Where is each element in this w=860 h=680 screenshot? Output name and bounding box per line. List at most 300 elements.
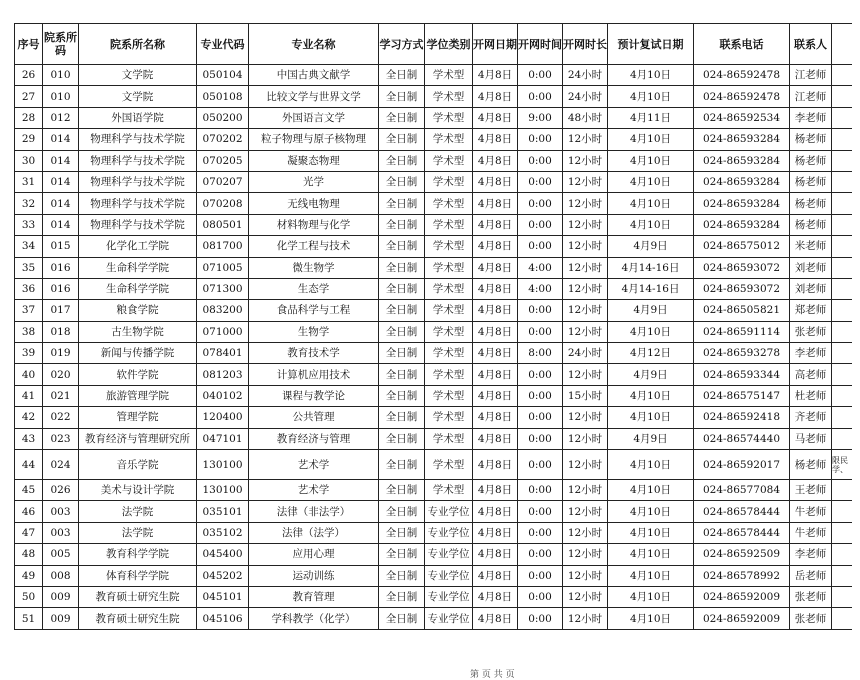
cell-dept-code: 026 xyxy=(43,480,79,501)
cell-major-code: 070202 xyxy=(197,129,249,150)
table-row xyxy=(15,608,852,629)
cell-dept-name: 软件学院 xyxy=(79,364,197,385)
cell-major-code: 070205 xyxy=(197,150,249,171)
cell-phone: 024-86593072 xyxy=(694,278,790,299)
cell-open-time: 0:00 xyxy=(518,450,563,480)
col-header-study-mode: 学习方式 xyxy=(379,24,425,65)
cell-open-date: 4月8日 xyxy=(473,364,518,385)
table-row xyxy=(15,65,852,86)
cell-index: 51 xyxy=(15,608,43,629)
cell-dept-name: 管理学院 xyxy=(79,407,197,428)
cell-dept-name: 物理科学与技术学院 xyxy=(79,193,197,214)
cell-open-date: 4月8日 xyxy=(473,407,518,428)
cell-study-mode: 全日制 xyxy=(379,480,425,501)
col-header-phone: 联系电话 xyxy=(694,24,790,65)
cell-notes xyxy=(832,86,852,107)
cell-study-mode: 全日制 xyxy=(379,586,425,607)
cell-notes xyxy=(832,501,852,522)
cell-major-code: 047101 xyxy=(197,428,249,449)
cell-notes xyxy=(832,300,852,321)
cell-retest-date: 4月10日 xyxy=(608,501,694,522)
cell-dept-name: 体育科学学院 xyxy=(79,565,197,586)
cell-dept-name: 教育硕士研究生院 xyxy=(79,586,197,607)
cell-contact: 张老师 xyxy=(790,608,832,629)
cell-open-date: 4月8日 xyxy=(473,321,518,342)
cell-contact: 刘老师 xyxy=(790,278,832,299)
cell-contact: 马老师 xyxy=(790,428,832,449)
cell-notes xyxy=(832,428,852,449)
cell-notes xyxy=(832,364,852,385)
cell-major-name: 生态学 xyxy=(249,278,379,299)
cell-major-code: 040102 xyxy=(197,385,249,406)
cell-index: 28 xyxy=(15,107,43,128)
cell-degree-type: 学术型 xyxy=(425,300,473,321)
cell-index: 48 xyxy=(15,544,43,565)
cell-dept-code: 009 xyxy=(43,608,79,629)
cell-phone: 024-86592478 xyxy=(694,65,790,86)
cell-dept-code: 022 xyxy=(43,407,79,428)
cell-retest-date: 4月10日 xyxy=(608,450,694,480)
cell-open-duration: 12小时 xyxy=(563,193,608,214)
cell-open-date: 4月8日 xyxy=(473,480,518,501)
cell-open-time: 0:00 xyxy=(518,522,563,543)
cell-notes xyxy=(832,321,852,342)
cell-dept-name: 法学院 xyxy=(79,501,197,522)
cell-index: 29 xyxy=(15,129,43,150)
cell-open-date: 4月8日 xyxy=(473,300,518,321)
cell-major-code: 035102 xyxy=(197,522,249,543)
cell-major-code: 071005 xyxy=(197,257,249,278)
cell-study-mode: 全日制 xyxy=(379,407,425,428)
cell-major-name: 化学工程与技术 xyxy=(249,236,379,257)
cell-dept-name: 生命科学学院 xyxy=(79,257,197,278)
cell-major-name: 艺术学 xyxy=(249,450,379,480)
cell-open-duration: 12小时 xyxy=(563,608,608,629)
cell-dept-name: 粮食学院 xyxy=(79,300,197,321)
cell-dept-name: 新闻与传播学院 xyxy=(79,343,197,364)
cell-dept-code: 003 xyxy=(43,501,79,522)
cell-open-date: 4月8日 xyxy=(473,501,518,522)
cell-open-duration: 12小时 xyxy=(563,428,608,449)
col-header-dept-name: 院系所名称 xyxy=(79,24,197,65)
cell-open-date: 4月8日 xyxy=(473,565,518,586)
cell-open-time: 0:00 xyxy=(518,608,563,629)
cell-notes xyxy=(832,171,852,192)
cell-major-name: 光学 xyxy=(249,171,379,192)
cell-dept-name: 法学院 xyxy=(79,522,197,543)
cell-degree-type: 专业学位 xyxy=(425,586,473,607)
cell-dept-name: 物理科学与技术学院 xyxy=(79,150,197,171)
cell-dept-name: 美术与设计学院 xyxy=(79,480,197,501)
cell-phone: 024-86592534 xyxy=(694,107,790,128)
cell-notes: 限民 学、 xyxy=(832,450,852,480)
cell-index: 45 xyxy=(15,480,43,501)
cell-index: 43 xyxy=(15,428,43,449)
cell-contact: 江老师 xyxy=(790,86,832,107)
cell-open-duration: 48小时 xyxy=(563,107,608,128)
cell-open-duration: 12小时 xyxy=(563,300,608,321)
cell-dept-code: 017 xyxy=(43,300,79,321)
cell-retest-date: 4月10日 xyxy=(608,171,694,192)
cell-notes xyxy=(832,278,852,299)
cell-open-date: 4月8日 xyxy=(473,450,518,480)
cell-dept-name: 外国语学院 xyxy=(79,107,197,128)
cell-open-duration: 15小时 xyxy=(563,385,608,406)
cell-dept-code: 016 xyxy=(43,257,79,278)
cell-study-mode: 全日制 xyxy=(379,450,425,480)
cell-contact: 杨老师 xyxy=(790,450,832,480)
cell-study-mode: 全日制 xyxy=(379,565,425,586)
cell-retest-date: 4月10日 xyxy=(608,129,694,150)
cell-open-date: 4月8日 xyxy=(473,544,518,565)
cell-open-date: 4月8日 xyxy=(473,214,518,235)
cell-study-mode: 全日制 xyxy=(379,385,425,406)
cell-major-name: 材料物理与化学 xyxy=(249,214,379,235)
cell-open-time: 0:00 xyxy=(518,544,563,565)
cell-dept-name: 物理科学与技术学院 xyxy=(79,214,197,235)
cell-major-name: 比较文学与世界文学 xyxy=(249,86,379,107)
cell-major-name: 中国古典文献学 xyxy=(249,65,379,86)
cell-open-time: 0:00 xyxy=(518,364,563,385)
cell-phone: 024-86593344 xyxy=(694,364,790,385)
cell-dept-name: 教育科学学院 xyxy=(79,544,197,565)
cell-index: 49 xyxy=(15,565,43,586)
cell-index: 38 xyxy=(15,321,43,342)
cell-open-time: 0:00 xyxy=(518,385,563,406)
table-row xyxy=(15,236,852,257)
cell-major-name: 公共管理 xyxy=(249,407,379,428)
cell-dept-code: 014 xyxy=(43,150,79,171)
cell-contact: 杨老师 xyxy=(790,193,832,214)
cell-dept-code: 005 xyxy=(43,544,79,565)
cell-retest-date: 4月9日 xyxy=(608,364,694,385)
cell-open-date: 4月8日 xyxy=(473,385,518,406)
cell-notes xyxy=(832,343,852,364)
cell-degree-type: 学术型 xyxy=(425,343,473,364)
cell-phone: 024-86593278 xyxy=(694,343,790,364)
cell-major-code: 045400 xyxy=(197,544,249,565)
col-header-index: 序号 xyxy=(15,24,43,65)
table-row xyxy=(15,278,852,299)
cell-dept-name: 教育经济与管理研究所 xyxy=(79,428,197,449)
table-row xyxy=(15,428,852,449)
cell-notes xyxy=(832,407,852,428)
cell-open-time: 8:00 xyxy=(518,343,563,364)
cell-open-duration: 12小时 xyxy=(563,214,608,235)
cell-notes xyxy=(832,107,852,128)
cell-notes xyxy=(832,586,852,607)
col-header-notes xyxy=(832,24,852,65)
cell-dept-name: 生命科学学院 xyxy=(79,278,197,299)
cell-major-code: 071000 xyxy=(197,321,249,342)
cell-notes xyxy=(832,565,852,586)
table-row xyxy=(15,586,852,607)
cell-study-mode: 全日制 xyxy=(379,150,425,171)
cell-open-date: 4月8日 xyxy=(473,522,518,543)
cell-major-name: 艺术学 xyxy=(249,480,379,501)
cell-open-time: 4:00 xyxy=(518,257,563,278)
cell-dept-name: 化学化工学院 xyxy=(79,236,197,257)
cell-dept-code: 024 xyxy=(43,450,79,480)
cell-open-date: 4月8日 xyxy=(473,107,518,128)
cell-notes xyxy=(832,236,852,257)
cell-contact: 高老师 xyxy=(790,364,832,385)
cell-major-name: 应用心理 xyxy=(249,544,379,565)
cell-phone: 024-86593284 xyxy=(694,150,790,171)
cell-contact: 岳老师 xyxy=(790,565,832,586)
cell-major-code: 045202 xyxy=(197,565,249,586)
cell-index: 26 xyxy=(15,65,43,86)
cell-open-date: 4月8日 xyxy=(473,236,518,257)
cell-notes xyxy=(832,257,852,278)
cell-degree-type: 学术型 xyxy=(425,171,473,192)
cell-degree-type: 专业学位 xyxy=(425,544,473,565)
cell-study-mode: 全日制 xyxy=(379,544,425,565)
cell-major-name: 教育技术学 xyxy=(249,343,379,364)
cell-phone: 024-86593284 xyxy=(694,193,790,214)
header-row xyxy=(15,24,852,65)
cell-retest-date: 4月9日 xyxy=(608,300,694,321)
cell-contact: 杜老师 xyxy=(790,385,832,406)
cell-notes xyxy=(832,544,852,565)
table-row xyxy=(15,364,852,385)
cell-retest-date: 4月10日 xyxy=(608,565,694,586)
cell-open-time: 0:00 xyxy=(518,480,563,501)
cell-open-duration: 12小时 xyxy=(563,171,608,192)
cell-index: 31 xyxy=(15,171,43,192)
cell-contact: 江老师 xyxy=(790,65,832,86)
cell-study-mode: 全日制 xyxy=(379,107,425,128)
cell-open-duration: 12小时 xyxy=(563,257,608,278)
cell-major-code: 050104 xyxy=(197,65,249,86)
cell-contact: 牛老师 xyxy=(790,522,832,543)
cell-index: 32 xyxy=(15,193,43,214)
cell-open-duration: 12小时 xyxy=(563,236,608,257)
cell-study-mode: 全日制 xyxy=(379,214,425,235)
cell-major-code: 045101 xyxy=(197,586,249,607)
cell-major-name: 微生物学 xyxy=(249,257,379,278)
cell-open-time: 0:00 xyxy=(518,65,563,86)
cell-dept-code: 014 xyxy=(43,214,79,235)
cell-open-time: 0:00 xyxy=(518,86,563,107)
cell-open-time: 0:00 xyxy=(518,428,563,449)
cell-retest-date: 4月10日 xyxy=(608,214,694,235)
cell-retest-date: 4月9日 xyxy=(608,428,694,449)
cell-index: 50 xyxy=(15,586,43,607)
cell-major-code: 078401 xyxy=(197,343,249,364)
cell-open-time: 0:00 xyxy=(518,236,563,257)
cell-open-time: 4:00 xyxy=(518,278,563,299)
cell-major-code: 071300 xyxy=(197,278,249,299)
cell-retest-date: 4月10日 xyxy=(608,150,694,171)
cell-index: 37 xyxy=(15,300,43,321)
cell-retest-date: 4月10日 xyxy=(608,65,694,86)
cell-notes xyxy=(832,385,852,406)
cell-contact: 刘老师 xyxy=(790,257,832,278)
cell-major-name: 无线电物理 xyxy=(249,193,379,214)
cell-phone: 024-86593284 xyxy=(694,214,790,235)
cell-study-mode: 全日制 xyxy=(379,278,425,299)
col-header-open-duration: 开网时长 xyxy=(563,24,608,65)
cell-index: 44 xyxy=(15,450,43,480)
cell-study-mode: 全日制 xyxy=(379,65,425,86)
cell-major-code: 035101 xyxy=(197,501,249,522)
cell-open-duration: 12小时 xyxy=(563,480,608,501)
cell-retest-date: 4月10日 xyxy=(608,586,694,607)
cell-open-date: 4月8日 xyxy=(473,586,518,607)
table-row xyxy=(15,544,852,565)
cell-phone: 024-86578444 xyxy=(694,501,790,522)
cell-study-mode: 全日制 xyxy=(379,428,425,449)
cell-index: 30 xyxy=(15,150,43,171)
cell-study-mode: 全日制 xyxy=(379,236,425,257)
cell-open-date: 4月8日 xyxy=(473,193,518,214)
cell-open-time: 0:00 xyxy=(518,150,563,171)
cell-open-duration: 12小时 xyxy=(563,544,608,565)
cell-notes xyxy=(832,150,852,171)
cell-major-code: 080501 xyxy=(197,214,249,235)
cell-phone: 024-86592009 xyxy=(694,608,790,629)
cell-retest-date: 4月10日 xyxy=(608,407,694,428)
cell-degree-type: 专业学位 xyxy=(425,501,473,522)
cell-phone: 024-86574440 xyxy=(694,428,790,449)
cell-retest-date: 4月10日 xyxy=(608,522,694,543)
cell-phone: 024-86575147 xyxy=(694,385,790,406)
cell-major-code: 130100 xyxy=(197,450,249,480)
cell-open-date: 4月8日 xyxy=(473,65,518,86)
cell-open-date: 4月8日 xyxy=(473,428,518,449)
cell-dept-name: 物理科学与技术学院 xyxy=(79,171,197,192)
cell-contact: 李老师 xyxy=(790,343,832,364)
table-row xyxy=(15,522,852,543)
cell-phone: 024-86592418 xyxy=(694,407,790,428)
cell-open-time: 0:00 xyxy=(518,586,563,607)
col-header-retest-date: 预计复试日期 xyxy=(608,24,694,65)
cell-dept-name: 文学院 xyxy=(79,65,197,86)
cell-dept-code: 014 xyxy=(43,129,79,150)
cell-contact: 杨老师 xyxy=(790,150,832,171)
table-row xyxy=(15,86,852,107)
cell-contact: 齐老师 xyxy=(790,407,832,428)
col-header-dept-code: 院系所码 xyxy=(43,24,79,65)
cell-index: 39 xyxy=(15,343,43,364)
cell-contact: 张老师 xyxy=(790,586,832,607)
cell-degree-type: 学术型 xyxy=(425,480,473,501)
table-row xyxy=(15,501,852,522)
cell-degree-type: 学术型 xyxy=(425,257,473,278)
cell-dept-name: 音乐学院 xyxy=(79,450,197,480)
cell-degree-type: 学术型 xyxy=(425,385,473,406)
cell-index: 42 xyxy=(15,407,43,428)
cell-open-time: 0:00 xyxy=(518,407,563,428)
cell-open-date: 4月8日 xyxy=(473,129,518,150)
cell-notes xyxy=(832,214,852,235)
cell-study-mode: 全日制 xyxy=(379,343,425,364)
cell-major-name: 食品科学与工程 xyxy=(249,300,379,321)
cell-contact: 李老师 xyxy=(790,544,832,565)
cell-dept-name: 教育硕士研究生院 xyxy=(79,608,197,629)
cell-open-duration: 12小时 xyxy=(563,364,608,385)
cell-degree-type: 学术型 xyxy=(425,107,473,128)
cell-index: 41 xyxy=(15,385,43,406)
cell-open-duration: 12小时 xyxy=(563,150,608,171)
table-row xyxy=(15,129,852,150)
cell-study-mode: 全日制 xyxy=(379,321,425,342)
cell-phone: 024-86592478 xyxy=(694,86,790,107)
cell-degree-type: 学术型 xyxy=(425,193,473,214)
cell-open-time: 9:00 xyxy=(518,107,563,128)
cell-degree-type: 学术型 xyxy=(425,86,473,107)
cell-open-duration: 12小时 xyxy=(563,450,608,480)
cell-degree-type: 学术型 xyxy=(425,129,473,150)
cell-degree-type: 专业学位 xyxy=(425,522,473,543)
cell-major-name: 课程与教学论 xyxy=(249,385,379,406)
cell-index: 47 xyxy=(15,522,43,543)
cell-dept-code: 010 xyxy=(43,86,79,107)
cell-index: 36 xyxy=(15,278,43,299)
cell-open-time: 0:00 xyxy=(518,129,563,150)
col-header-open-date: 开网日期 xyxy=(473,24,518,65)
cell-degree-type: 学术型 xyxy=(425,321,473,342)
cell-open-date: 4月8日 xyxy=(473,86,518,107)
cell-degree-type: 学术型 xyxy=(425,428,473,449)
cell-contact: 杨老师 xyxy=(790,129,832,150)
cell-dept-code: 003 xyxy=(43,522,79,543)
cell-degree-type: 学术型 xyxy=(425,407,473,428)
table-row xyxy=(15,565,852,586)
table-row xyxy=(15,150,852,171)
cell-retest-date: 4月12日 xyxy=(608,343,694,364)
cell-degree-type: 学术型 xyxy=(425,150,473,171)
cell-major-name: 法律（法学） xyxy=(249,522,379,543)
cell-notes xyxy=(832,608,852,629)
cell-degree-type: 学术型 xyxy=(425,65,473,86)
cell-contact: 李老师 xyxy=(790,107,832,128)
cell-major-name: 计算机应用技术 xyxy=(249,364,379,385)
table-row xyxy=(15,257,852,278)
cell-retest-date: 4月10日 xyxy=(608,86,694,107)
cell-major-code: 070208 xyxy=(197,193,249,214)
cell-open-date: 4月8日 xyxy=(473,343,518,364)
cell-study-mode: 全日制 xyxy=(379,257,425,278)
cell-phone: 024-86592009 xyxy=(694,586,790,607)
cell-major-code: 120400 xyxy=(197,407,249,428)
cell-open-time: 0:00 xyxy=(518,214,563,235)
table-row xyxy=(15,171,852,192)
cell-index: 35 xyxy=(15,257,43,278)
cell-open-duration: 12小时 xyxy=(563,407,608,428)
cell-dept-code: 019 xyxy=(43,343,79,364)
cell-index: 33 xyxy=(15,214,43,235)
cell-major-name: 教育管理 xyxy=(249,586,379,607)
cell-phone: 024-86505821 xyxy=(694,300,790,321)
cell-open-duration: 24小时 xyxy=(563,86,608,107)
cell-major-name: 教育经济与管理 xyxy=(249,428,379,449)
cell-open-duration: 12小时 xyxy=(563,278,608,299)
cell-degree-type: 学术型 xyxy=(425,364,473,385)
cell-phone: 024-86592017 xyxy=(694,450,790,480)
cell-major-name: 生物学 xyxy=(249,321,379,342)
cell-index: 46 xyxy=(15,501,43,522)
cell-dept-name: 旅游管理学院 xyxy=(79,385,197,406)
cell-study-mode: 全日制 xyxy=(379,364,425,385)
cell-contact: 杨老师 xyxy=(790,214,832,235)
col-header-major-code: 专业代码 xyxy=(197,24,249,65)
cell-open-duration: 24小时 xyxy=(563,65,608,86)
col-header-contact: 联系人 xyxy=(790,24,832,65)
cell-degree-type: 专业学位 xyxy=(425,608,473,629)
cell-notes xyxy=(832,129,852,150)
